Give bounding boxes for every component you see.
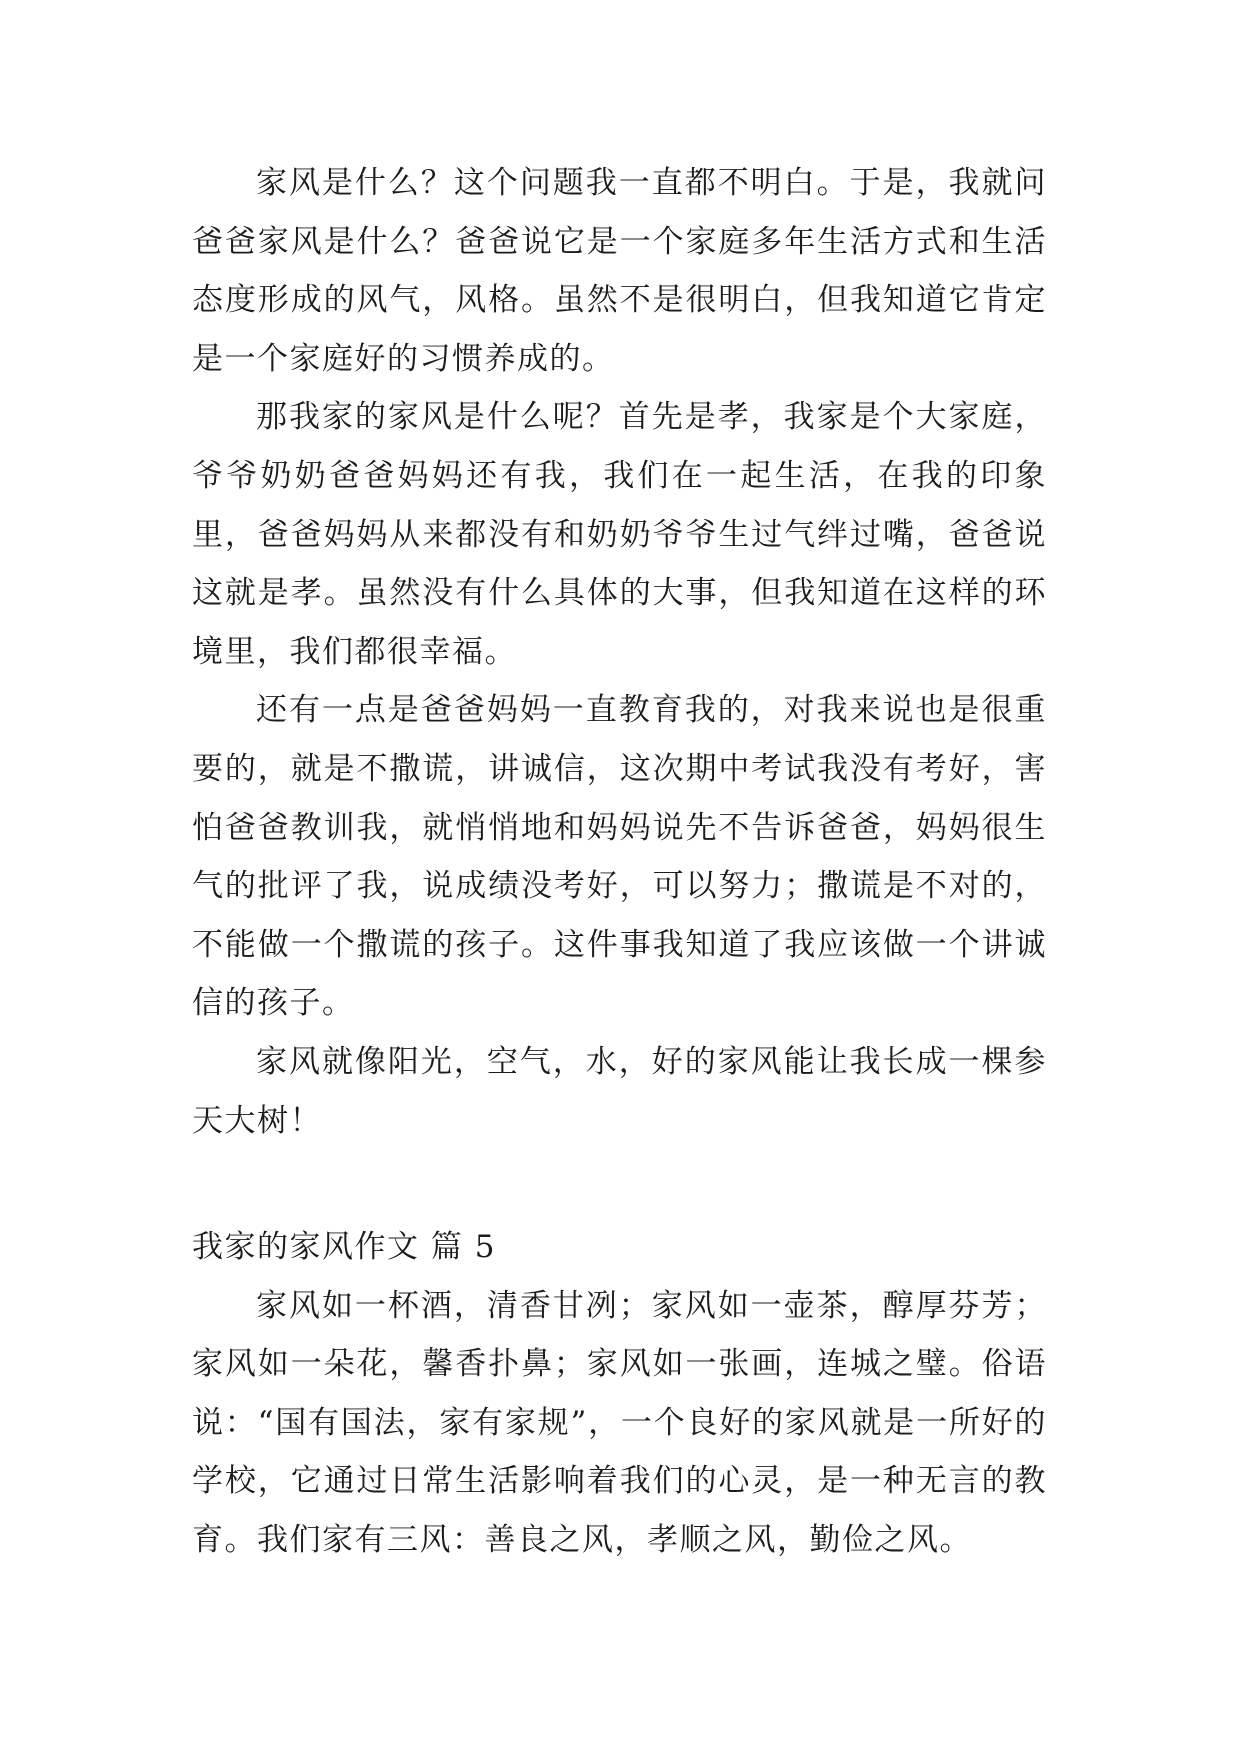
paragraph: 家风是什么？这个问题我一直都不明白。于是，我就问爸爸家风是什么？爸爸说它是一个家庭多年生活方式和生活态度形成的风气，风格。虽然不是很明白，但我知道它肯定是一个家庭好的习惯养成的。 — [192, 165, 1047, 377]
document-body — [192, 154, 1047, 1570]
paragraph: 家风如一杯酒，清香甘冽；家风如一壶茶，醇厚芬芳；家风如一朵花，馨香扑鼻；家风如一张画，连城之璧。俗语说：“国有国法，家有家规”，一个良好的家风就是一所好的学校，它通过日常生活影响着我们的心灵，是一种无言的教育。我们家有三风：善良之风，孝顺之风，勤俭之风。 — [192, 1287, 1047, 1559]
paragraph: 家风就像阳光，空气，水，好的家风能让我长成一棵参天大树！ — [192, 1043, 1047, 1139]
paragraph: 那我家的家风是什么呢？首先是孝，我家是个大家庭，爷爷奶奶爸爸妈妈还有我，我们在一起生活，在我的印象里，爸爸妈妈从来都没有和奶奶爷爷生过气绊过嘴，爸爸说这就是孝。虽然没有什么具体的大事，但我知道在这样的环境里，我们都很幸福。 — [192, 399, 1047, 670]
paragraph: 还有一点是爸爸妈妈一直教育我的，对我来说也是很重要的，就是不撒谎，讲诚信，这次期中考试我没有考好，害怕爸爸教训我，就悄悄地和妈妈说先不告诉爸爸，妈妈很生气的批评了我，说成绩没考好，可以努力；撒谎是不对的，不能做一个撒谎的孩子。这件事我知道了我应该做一个讲诚信的孩子。 — [192, 692, 1047, 1022]
section-heading: 我家的家风作文 篇 5 — [192, 1229, 496, 1266]
